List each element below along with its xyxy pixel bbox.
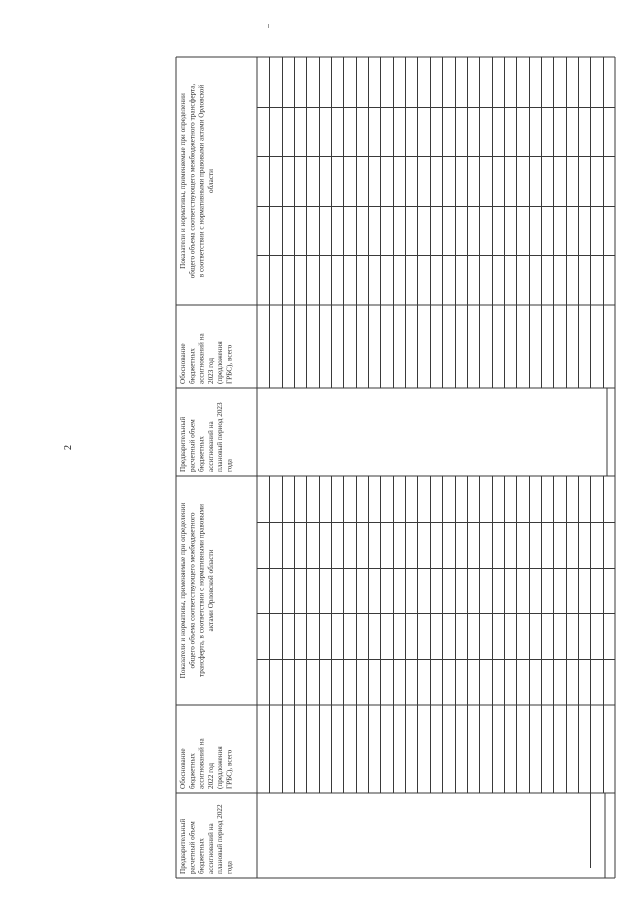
- header-text-line: Предварительный: [179, 818, 187, 874]
- header-text-line: плановый период 2023: [216, 402, 225, 472]
- header-cell-prelim-2023: [179, 402, 234, 472]
- header-cell-indicators-2023: [179, 84, 215, 279]
- header-text-line: года: [225, 860, 234, 874]
- header-text-line: 2022 год: [206, 763, 215, 789]
- header-text-line: Обоснование: [179, 343, 187, 384]
- header-text-line: (предложения: [216, 746, 225, 789]
- header-text-line: в соответствии с нормативными правовыми актами Орловской: [197, 84, 206, 278]
- header-text-line: ГРБС), всего: [225, 344, 234, 384]
- header-text-line: расчетный объем: [188, 821, 197, 874]
- header-text-line: Показатели и нормативы, применяемые при определении: [179, 93, 187, 269]
- page-number: 2: [63, 445, 74, 450]
- header-text-line: Предварительный: [179, 416, 187, 472]
- header-cell-indicators-2022: [179, 502, 215, 678]
- header-text-line: трансферта, в соответствии с нормативными правовыми: [197, 504, 206, 677]
- header-text-line: области: [206, 168, 215, 194]
- header-text-line: ассигнований на: [197, 333, 206, 384]
- header-text-line: бюджетных: [188, 348, 197, 384]
- header-text-line: бюджетных: [188, 753, 197, 789]
- header-cell-prelim-2022: [179, 804, 234, 874]
- header-cell-justification-2023: [179, 333, 234, 384]
- header-text-line: ассигнований на: [206, 823, 215, 874]
- header-text-line: бюджетных: [197, 436, 206, 472]
- header-text-line: плановый период 2022: [216, 804, 225, 874]
- header-text-line: бюджетных: [197, 838, 206, 874]
- header-text-line: 2023 год: [206, 358, 215, 384]
- header-text-line: ГРБС), всего: [225, 749, 234, 789]
- header-text-line: общего объема соответствующего межбюджетного трансферта,: [188, 83, 197, 279]
- header-text-line: ассигнований на: [197, 738, 206, 789]
- header-text-line: Показатели и нормативы, применяемые при определении: [179, 502, 187, 679]
- header-text-line: общего объема соответствующего межбюджетного: [188, 512, 197, 669]
- header-text-line: (предложения: [216, 341, 225, 384]
- header-cell-justification-2022: [179, 738, 234, 789]
- header-text-line: Обоснование: [179, 748, 187, 789]
- header-text-line: года: [225, 458, 234, 472]
- header-text-line: актами Орловской области: [206, 549, 215, 632]
- table-grid: [176, 57, 615, 878]
- table-header-cells: [179, 84, 234, 874]
- header-text-line: расчетный объем: [188, 419, 197, 472]
- header-text-line: ассигнований на: [206, 421, 215, 472]
